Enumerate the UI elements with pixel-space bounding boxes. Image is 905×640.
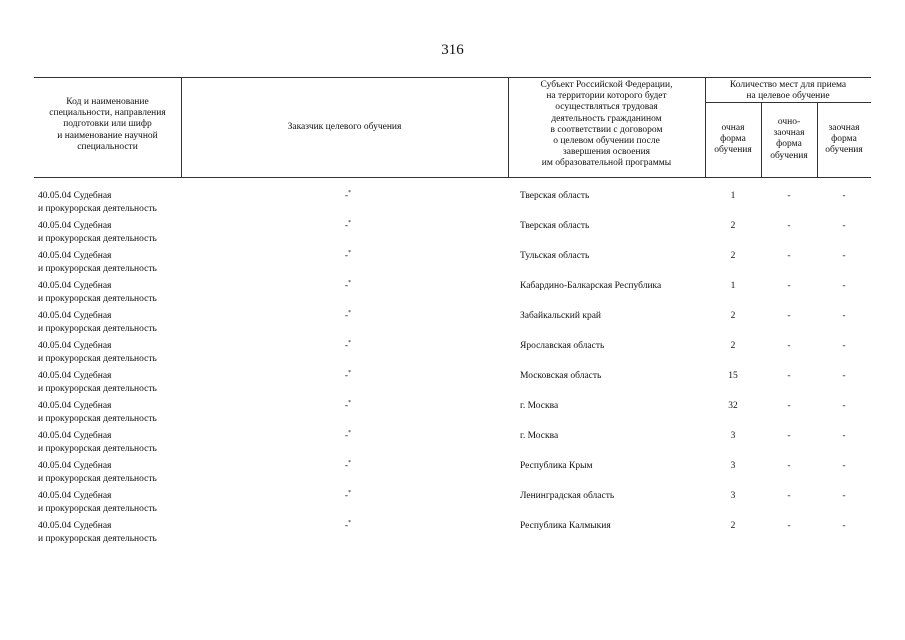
customer-value: - <box>344 371 349 381</box>
mixed-count: - <box>787 311 791 321</box>
full-time-count: 2 <box>730 251 736 261</box>
specialty-code-name: 40.05.04 Судебная <box>38 461 112 471</box>
customer-cell <box>320 250 376 262</box>
full-time-count: 2 <box>730 521 736 531</box>
region-cell: Ленинградская область <box>520 491 615 501</box>
full-time-count: 1 <box>730 191 736 201</box>
footnote-mark: * <box>348 190 352 196</box>
mixed-count: - <box>787 461 791 471</box>
distance-count: - <box>842 521 846 531</box>
header-sub-line: обучения <box>714 145 752 156</box>
mixed-count: - <box>787 341 791 351</box>
header-specialty-line: специальности <box>77 141 138 152</box>
header-customer: Заказчик целевого обучения <box>287 122 402 132</box>
region-cell: Тверская область <box>520 191 590 201</box>
region-cell: Кабардино-Балкарская Республика <box>520 281 662 291</box>
specialty-name-cont: и прокурорская деятельность <box>38 234 157 244</box>
header-sub-line: заочная <box>828 123 860 133</box>
specialty-code-name: 40.05.04 Судебная <box>38 491 112 501</box>
distance-count: - <box>842 431 846 441</box>
region-cell: г. Москва <box>520 401 559 411</box>
header-sub-line: обучения <box>770 150 808 161</box>
region-cell: Ярославская область <box>520 341 605 351</box>
customer-cell <box>320 520 376 532</box>
customer-value: - <box>344 401 349 411</box>
full-time-count: 3 <box>730 431 736 441</box>
distance-count: - <box>842 401 846 411</box>
region-cell: Московская область <box>520 371 602 381</box>
specialty-code-name: 40.05.04 Судебная <box>38 311 112 321</box>
header-sub-line: форма <box>831 134 857 145</box>
footnote-mark: * <box>348 400 352 406</box>
mixed-count: - <box>787 521 791 531</box>
specialty-code-name: 40.05.04 Судебная <box>38 281 112 291</box>
footnote-mark: * <box>348 340 352 346</box>
specialty-name-cont: и прокурорская деятельность <box>38 504 157 514</box>
header-region-line: деятельность гражданином <box>551 113 662 124</box>
specialty-name-cont: и прокурорская деятельность <box>38 384 157 394</box>
header-specialty-line: и наименование научной <box>57 130 158 141</box>
footnote-mark: * <box>348 520 352 526</box>
customer-value: - <box>344 281 349 291</box>
specialty-code-name: 40.05.04 Судебная <box>38 191 112 201</box>
distance-count: - <box>842 221 846 231</box>
customer-value: - <box>344 431 349 441</box>
header-sub-line: заочная <box>773 128 805 139</box>
header-sub-line: обучения <box>825 145 863 156</box>
footnote-mark: * <box>348 460 352 466</box>
customer-cell <box>320 460 376 472</box>
header-specialty-line: Код и наименование <box>66 97 149 107</box>
page-number: 316 <box>441 42 464 58</box>
mixed-count: - <box>787 401 791 411</box>
customer-cell <box>320 190 376 202</box>
mixed-count: - <box>787 371 791 381</box>
footnote-mark: * <box>348 280 352 286</box>
customer-cell <box>320 340 376 352</box>
region-cell: Тверская область <box>520 221 590 231</box>
specialty-code-name: 40.05.04 Судебная <box>38 221 112 231</box>
distance-count: - <box>842 191 846 201</box>
full-time-count: 15 <box>728 371 738 381</box>
footnote-mark: * <box>348 430 352 436</box>
header-region-line: осуществляться трудовая <box>555 102 658 113</box>
distance-count: - <box>842 371 846 381</box>
full-time-count: 2 <box>730 311 736 321</box>
full-time-count: 2 <box>730 221 736 231</box>
customer-cell <box>320 430 376 442</box>
customer-cell <box>320 490 376 502</box>
footnote-mark: * <box>348 250 352 256</box>
specialty-code-name: 40.05.04 Судебная <box>38 521 112 531</box>
specialty-code-name: 40.05.04 Судебная <box>38 371 112 381</box>
customer-value: - <box>344 251 349 261</box>
region-cell: Республика Калмыкия <box>520 521 611 531</box>
full-time-count: 3 <box>730 491 736 501</box>
customer-value: - <box>344 221 349 231</box>
header-sub-line: очная <box>721 123 745 133</box>
region-cell: г. Москва <box>520 431 559 441</box>
specialty-code-name: 40.05.04 Судебная <box>38 431 112 441</box>
header-group-line: Количество мест для приема <box>729 80 847 90</box>
mixed-count: - <box>787 221 791 231</box>
customer-value: - <box>344 521 349 531</box>
specialty-code-name: 40.05.04 Судебная <box>38 251 112 261</box>
mixed-count: - <box>787 431 791 441</box>
specialty-name-cont: и прокурорская деятельность <box>38 474 157 484</box>
header-region-line: в соответствии с договором <box>550 124 663 135</box>
specialty-name-cont: и прокурорская деятельность <box>38 294 157 304</box>
header-sub-line: форма <box>720 134 746 145</box>
header-region-line: о целевом обучении после <box>553 136 660 147</box>
mixed-count: - <box>787 191 791 201</box>
specialty-name-cont: и прокурорская деятельность <box>38 264 157 274</box>
customer-value: - <box>344 491 349 501</box>
customer-cell <box>320 280 376 292</box>
header-specialty-line: специальности, направления <box>49 108 166 119</box>
footnote-mark: * <box>348 220 352 226</box>
region-cell: Республика Крым <box>520 461 593 471</box>
customer-cell <box>320 400 376 412</box>
mixed-count: - <box>787 491 791 501</box>
region-cell: Забайкальский край <box>520 311 601 321</box>
header-region-line: Субъект Российской Федерации, <box>540 80 673 90</box>
header-region-line: на территории которого будет <box>546 91 667 102</box>
distance-count: - <box>842 251 846 261</box>
customer-cell <box>320 220 376 232</box>
specialty-name-cont: и прокурорская деятельность <box>38 354 157 364</box>
full-time-count: 2 <box>730 341 736 351</box>
distance-count: - <box>842 491 846 501</box>
distance-count: - <box>842 281 846 291</box>
header-sub-line: форма <box>776 139 802 150</box>
header-specialty-line: подготовки или шифр <box>63 119 152 130</box>
footnote-mark: * <box>348 310 352 316</box>
full-time-count: 3 <box>730 461 736 471</box>
full-time-count: 1 <box>730 281 736 291</box>
footnote-mark: * <box>348 370 352 376</box>
specialty-name-cont: и прокурорская деятельность <box>38 324 157 334</box>
distance-count: - <box>842 341 846 351</box>
specialty-name-cont: и прокурорская деятельность <box>38 444 157 454</box>
customer-value: - <box>344 341 349 351</box>
full-time-count: 32 <box>728 401 738 411</box>
customer-value: - <box>344 191 349 201</box>
specialty-name-cont: и прокурорская деятельность <box>38 534 157 544</box>
header-region-line: им образовательной программы <box>541 158 672 169</box>
specialty-code-name: 40.05.04 Судебная <box>38 401 112 411</box>
mixed-count: - <box>787 251 791 261</box>
specialty-code-name: 40.05.04 Судебная <box>38 341 112 351</box>
specialty-name-cont: и прокурорская деятельность <box>38 414 157 424</box>
mixed-count: - <box>787 281 791 291</box>
region-cell: Тульская область <box>520 251 590 261</box>
customer-cell <box>320 310 376 322</box>
header-sub-line: очно- <box>777 117 801 127</box>
footnote-mark: * <box>348 490 352 496</box>
header-group-line: на целевое обучение <box>746 91 830 102</box>
customer-cell <box>320 370 376 382</box>
customer-value: - <box>344 311 349 321</box>
specialty-name-cont: и прокурорская деятельность <box>38 204 157 214</box>
distance-count: - <box>842 461 846 471</box>
customer-value: - <box>344 461 349 471</box>
header-region-line: завершения освоения <box>562 147 651 158</box>
distance-count: - <box>842 311 846 321</box>
